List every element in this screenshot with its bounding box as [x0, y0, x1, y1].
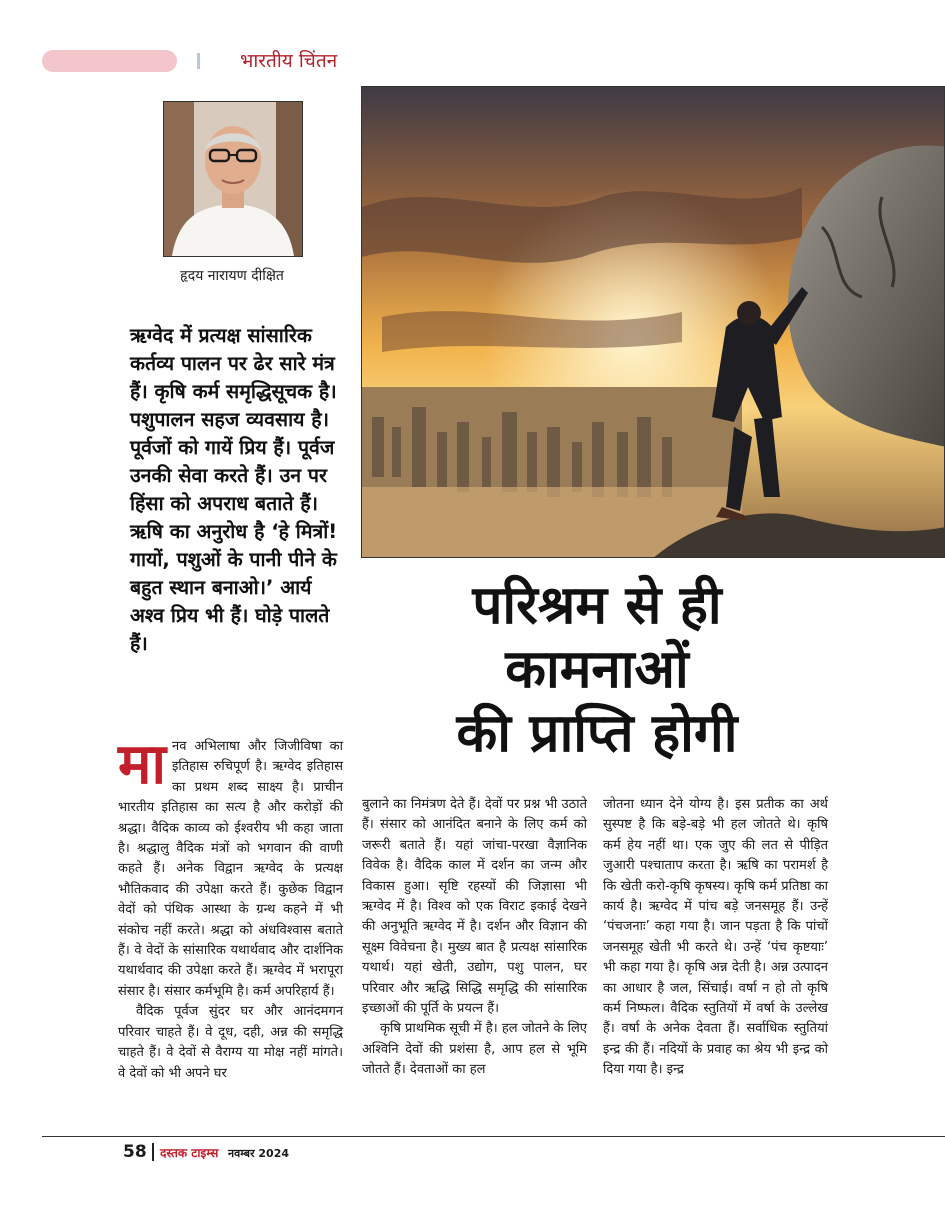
headline-line-2: कामनाओं — [505, 639, 689, 700]
author-name: हृदय नारायण दीक्षित — [180, 268, 284, 284]
section-pill — [42, 50, 177, 72]
pull-quote-text: ऋग्वेद में प्रत्यक्ष सांसारिक कर्तव्य पालन पर ढेर सारे मंत्र हैं। कृषि कर्म समृद्धिसूचक है। पशुपालन सहज व्यवसाय है। पूर्वजों को गायें प्रिय हैं। पूर्वज उनकी सेवा करते हैं। उन पर हिंसा को अपराध बताते हैं। ऋषि का अनुरोध है ‘हे मित्रों! गायों, पशुओं के पानी पीने के बहुत स्थान बनाओ।’ आर्य अश्व प्रिय भी हैं। घोड़े पालते हैं। — [130, 324, 338, 655]
article-column-3 — [603, 795, 828, 1081]
author-photo — [163, 101, 303, 257]
magazine-logo: दस्तक टाइम्स — [160, 1146, 219, 1160]
article-column-1 — [118, 732, 343, 1084]
headline — [362, 574, 832, 766]
hero-image — [361, 86, 945, 558]
article-paragraph: बुलाने का निमंत्रण देते हैं। देवों पर प्रश्न भी उठाते हैं। संसार को आनंदित बनाने के लिए कर्म को जरूरी बताते हैं। यहां जांचा-परखा वैज्ञानिक विवेक है। वैदिक काल में दर्शन का जन्म और विकास हुआ। सृष्टि रहस्यों की जिज्ञासा भी ऋग्वेद में है। विश्व को एक विराट इकाई देखने की अनुभूति ऋग्वेद में है। दर्शन और विज्ञान की सूक्ष्म विवेचना है। मुख्य बात है प्रत्यक्ष सांसारिक यथार्थ। यहां खेती, उद्योग, पशु पालन, घर परिवार और ऋद्धि सिद्धि समृद्धि की सांसारिक इच्छाओं की पूर्ति के प्रयत्न हैं। — [362, 797, 587, 1017]
headline-line-1: परिश्रम से ही — [472, 575, 722, 636]
issue-date: नवम्बर 2024 — [228, 1147, 290, 1160]
article-paragraph: वैदिक पूर्वज सुंदर घर और आनंदमगन परिवार चाहते हैं। वे दूध, दही, अन्न की समृद्धि चाहते हैं। वे देवों से वैराग्य या मोक्ष नहीं मांगते। वे देवों को भी अपने घर — [118, 1004, 343, 1081]
footer-rule — [42, 1136, 945, 1137]
article-column-2 — [362, 795, 587, 1081]
page-number: 58 — [123, 1142, 147, 1162]
section-divider — [197, 53, 200, 69]
drop-cap: मा — [118, 732, 166, 797]
article-paragraph — [118, 732, 343, 1002]
article-paragraph: कृषि प्राथमिक सूची में है। हल जोतने के लिए अश्विनि देवों की प्रशंसा है, आप हल से भूमि जोतते हैं। देवताओं का हल — [362, 1021, 587, 1078]
pull-quote — [130, 322, 340, 658]
section-title: भारतीय चिंतन — [240, 50, 338, 72]
paragraph-text: नव अभिलाषा और जिजीविषा का इतिहास रुचिपूर्ण है। ऋग्वेद इतिहास का प्रथम शब्द साक्ष्य है। प्राचीन भारतीय इतिहास का सत्य है और करोड़ों की श्रद्धा। वैदिक काव्य को ईश्वरीय भी कहा जाता है। श्रद्धालु वैदिक मंत्रों को भगवान की वाणी कहते हैं। अनेक विद्वान ऋग्वेद के प्रत्यक्ष भौतिकवाद की उपेक्षा करते हैं। कुछेक विद्वान वेदों को पंथिक आस्था के ग्रन्थ कहने में भी संकोच नहीं करते। श्रद्धा को अंधविश्वास बताते हैं। वे वेदों के सांसारिक यथार्थवाद और दार्शनिक यथार्थवाद की उपेक्षा करते हैं। ऋग्वेद में भरापूरा संसार है। संसार कर्मभूमि है। कर्म अपरिहार्य हैं। — [118, 739, 343, 999]
article-paragraph: जोतना ध्यान देने योग्य है। इस प्रतीक का अर्थ सुस्पष्ट है कि बड़े-बड़े भी हल जोतते थे। कृषि कर्म हेय नहीं था। एक जुए की लत से पीड़ित जुआरी पश्चाताप करता है। ऋषि का परामर्श है कि खेती करो-कृषि कृषस्य। कृषि कर्म प्रतिष्ठा का कार्य है। ऋग्वेद में पांच बड़े जनसमूह हैं। उन्हें ‘पंचजनाः’ कहा गया है। जान पड़ता है कि पांचों जनसमूह खेती भी करते थे। उन्हें ‘पंच कृष्टयाः’ भी कहा गया है। कृषि अन्न देती है। अन्न उत्पादन का आधार है जल, सिंचाई। वर्षा न हो तो कृषि कर्म निष्फल। वैदिक स्तुतियों में वर्षा के उल्लेख हैं। वर्षा के अनेक देवता हैं। सर्वाधिक स्तुतियां इन्द्र की हैं। नदियों के प्रवाह का श्रेय भी इन्द्र को दिया गया है। इन्द्र — [603, 797, 828, 1078]
headline-line-3: की प्राप्ति होगी — [456, 703, 738, 764]
footer-separator — [152, 1143, 154, 1161]
